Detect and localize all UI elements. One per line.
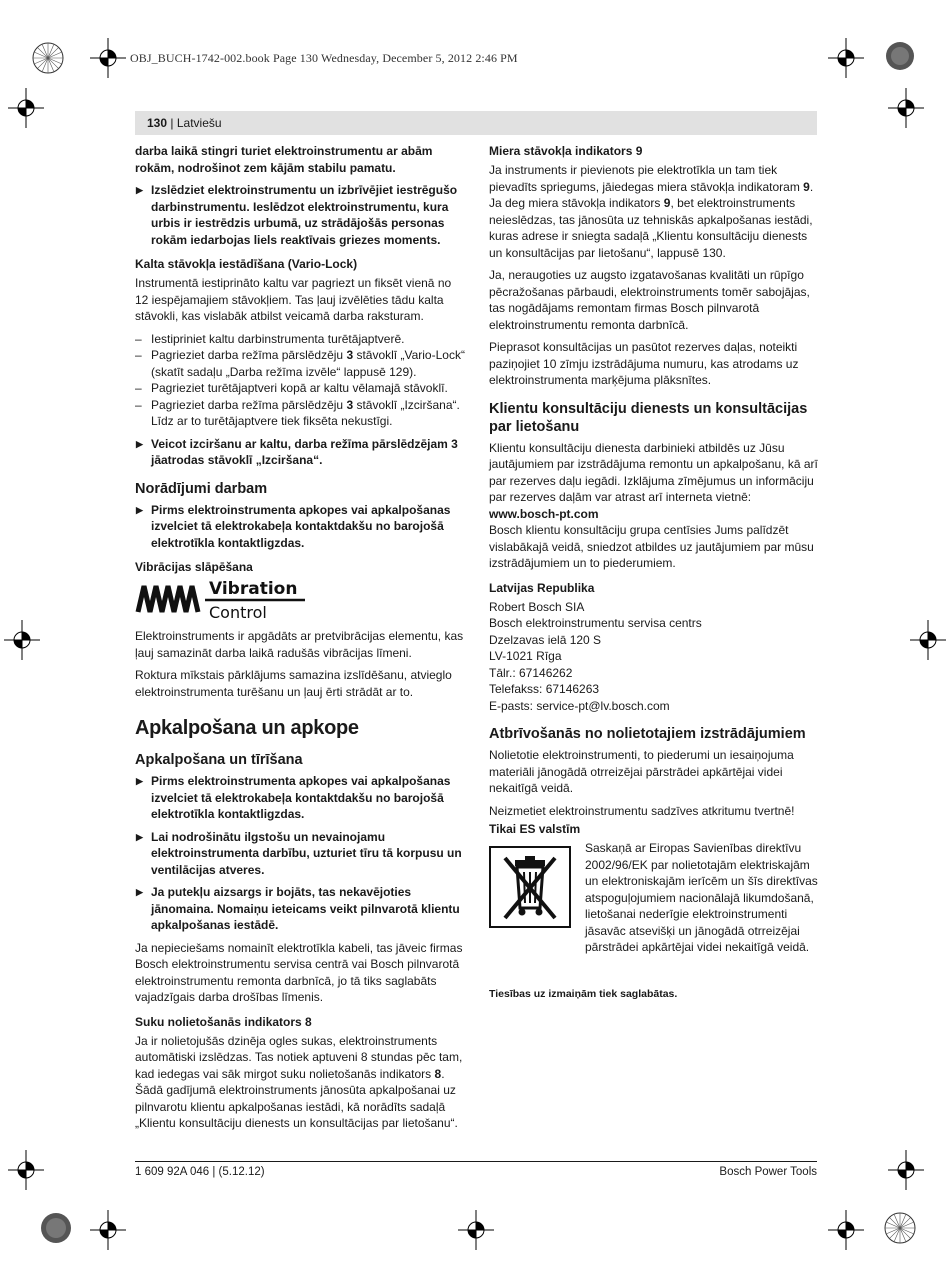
page-header-language: Latviešu [176, 116, 222, 130]
weee-directive-paragraph: Saskaņā ar Eiropas Savienības direktīvu 2002/96/EK par nolietotajām elektriskajām un elektroniskajām ierīcēm un šīs direktīvas atspoguļojumiem nacionālajā likumdošanā, lietošanai nederīgie elektroinstrumenti jāsavāc atsevišķi un jānogādā otrreizējai pārstrādei apkārtējai videi nekaitīgā veidā. [585, 841, 818, 954]
svg-text:Control: Control [209, 603, 267, 622]
address-fax: Telefakss: 67146263 [489, 682, 600, 696]
page-header-bar [135, 111, 817, 135]
crosshair-mark-lower-left-icon [8, 1150, 44, 1190]
color-target-top-right-icon [884, 40, 916, 72]
footer-brand: Bosch Power Tools [719, 1166, 817, 1178]
vario-step-4: – Pagrieziet darba režīma pārslēdzēju 3 stāvoklī „Izciršana“. Līdz ar to turētājaptvere tiek fiksēta nekustīgi. [135, 397, 465, 430]
rights-reserved-note: Tiesības uz izmaiņām tiek saglabātas. [489, 988, 678, 1000]
crosshair-mark-middle-right-icon [910, 620, 946, 660]
weee-block [489, 840, 819, 972]
service-address [489, 599, 819, 715]
address-phone: Tālr.: 67146262 [489, 665, 573, 680]
country-heading: Latvijas Republika [489, 580, 595, 595]
vario-lock-heading: Kalta stāvokļa iestādīšana (Vario-Lock) [135, 257, 358, 271]
service-heading: Klientu konsultāciju dienests un konsultācijas par lietošanu [489, 400, 808, 435]
cable-paragraph: Ja nepieciešams nomainīt elektrotīkla kabeli, tas jāveic firmas Bosch elektroinstrumentu servisa centrā vai Bosch pilnvarotā elektroinstrumentu remonta darbnīcā, jo tā tiks saglabāts vajadzīgais darba drošības līmenis. [135, 940, 463, 1004]
crosshair-mark-top-right-icon [828, 38, 864, 78]
brush-indicator-paragraph: Ja ir nolietojušās dzinēja ogles sukas, elektroinstruments automātiski izslēdzas. Tas notiek aptuveni 8 stundas pēc tam, kad iedegas vai sāk mirgot suku nolietošanās indikators 8. Šādā gadījumā elektroinstruments jānosūta apkalpošanai uz pilnvarotu klientu apkalpošanas iestādi, kā norādīts sadaļā „Klientu konsultāciju dienests un konsultācijas par lietošanu“. [135, 1033, 463, 1130]
address-line: Dzelzavas ielā 120 S [489, 632, 602, 647]
standby-indicator-paragraph: Ja instruments ir pievienots pie elektrotīkla un tam tiek pievadīts spriegums, jāiedegas miera stāvokļa indikatoram 9. Ja deg miera stāvokļa indikators 9, bet elektroinstruments neieslēdzas, tas jānosūta uz tehniskās apkalpošanas iestādi, kuras adrese ir sniegta sadaļā „Klientu konsultāciju dienests un konsultācijas par lietošanu“, lappusē 130. [489, 163, 814, 260]
switch-off-warning: ▶ Izslēdziet elektroinstrumentu un izbrīvējiet iestrēgušo darbinstrumentu. Ieslēdzot elektroinstrumentu, kura urbis ir iestrēdzis urbumā, uz strādājošās personas rokām iedarbojas liels reaktīvais griezes moments. [135, 182, 465, 248]
eu-only-heading: Tikai ES valstīm [489, 822, 581, 836]
disposal-paragraph-2: Neizmetiet elektroinstrumentu sadzīves atkritumu tvertnē! [489, 803, 795, 818]
footer-document-number: 1 609 92A 046 | (5.12.12) [135, 1166, 265, 1178]
disposal-heading: Atbrīvošanās no nolietotajiem izstrādājumiem [489, 726, 806, 742]
vario-lock-paragraph: Instrumentā iestiprināto kaltu var pagriezt un fiksēt vienā no 12 iespējamajiem stāvokļiem. Tas ļauj izvēlēties tādu kalta stāvokli, kas vislabāk atbilst veicamā darba raksturam. [135, 276, 452, 323]
work-notes-heading: Norādījumi darbam [135, 480, 268, 497]
unplug-warning-2: ▶ Pirms elektroinstrumenta apkopes vai apkalpošanas izvelciet tā elektrokabeļa kontaktdakšu no barojošā elektrotīkla kontaktligzdas. [135, 773, 465, 823]
crosshair-mark-bottom-left-icon [90, 1210, 126, 1250]
disposal-paragraph-1: Nolietotie elektroinstrumenti, to piederumi un iesaiņojuma materiāli jānogādā otrreizējai pārstrādei apkārtējai videi nekaitīgā veidā. [489, 748, 794, 795]
quality-paragraph: Ja, neraugoties uz augsto izgatavošanas kvalitāti un rūpīgo pēcražošanas pārbaudi, elektroinstruments tomēr sabojājas, tas nogādājams remontam firmas Bosch pilnvarotā elektroinstrumentu remonta darbnīcā. [489, 268, 810, 332]
page-header-separator: | [170, 116, 174, 130]
page-number: 130 [147, 116, 168, 130]
crosshair-mark-upper-right-icon [888, 88, 924, 128]
vario-lock-steps [135, 331, 465, 430]
vibration-paragraph-1: Elektroinstruments ir apgādāts ar pretvibrācijas elementu, kas ļauj samazināt darba laikā radušās vibrācijas līmeni. [135, 629, 464, 660]
standby-indicator-heading: Miera stāvokļa indikators 9 [489, 144, 643, 158]
footer-rule [135, 1161, 817, 1162]
vibration-heading: Vibrācijas slāpēšana [135, 560, 253, 574]
vario-step-3: – Pagrieziet turētājaptveri kopā ar kaltu vēlamajā stāvoklī. [135, 380, 465, 397]
unplug-warning-1: ▶ Pirms elektroinstrumenta apkopes vai apkalpošanas izvelciet tā elektrokabeļa kontaktdakšu no barojošā elektrotīkla kontaktligzdas. [135, 502, 465, 552]
right-column [489, 143, 819, 1003]
crosshair-mark-lower-right-icon [888, 1150, 924, 1190]
service-paragraph-2: Bosch klientu konsultāciju grupa centīsies Jums palīdzēt vislabākajā veidā, sniedzot atbildes uz jautājumiem par mūsu izstrādājumiem un to piederumiem. [489, 523, 814, 570]
brush-indicator-heading: Suku nolietošanās indikators 8 [135, 1014, 312, 1029]
vibration-control-logo-icon [135, 578, 307, 622]
address-email[interactable]: E-pasts: service-pt@lv.bosch.com [489, 698, 670, 713]
address-line: Robert Bosch SIA [489, 599, 585, 614]
vibration-paragraph-2: Roktura mīkstais pārklājums samazina izslīdēšanu, atvieglo elektroinstrumenta turēšanu un ļauj ērti strādāt ar to. [135, 668, 452, 699]
registration-mark-top-left-icon [28, 38, 68, 78]
crosshair-mark-middle-left-icon [4, 620, 40, 660]
address-line: Bosch elektroinstrumentu servisa centrs [489, 616, 702, 630]
crossed-out-bin-icon [489, 846, 571, 928]
registration-mark-bottom-right-icon [880, 1208, 920, 1248]
vario-step-1: – Iestipriniet kaltu darbinstrumenta turētājaptverē. [135, 331, 465, 348]
crosshair-mark-bottom-right-icon [828, 1210, 864, 1250]
website-link[interactable]: www.bosch-pt.com [489, 506, 599, 521]
crosshair-mark-bottom-center-icon [458, 1210, 494, 1250]
cleaning-heading: Apkalpošana un tīrīšana [135, 752, 303, 768]
svg-text:Vibration: Vibration [209, 579, 298, 599]
address-line: LV-1021 Rīga [489, 649, 562, 663]
print-job-header: OBJ_BUCH-1742-002.book Page 130 Wednesday, December 5, 2012 2:46 PM [130, 51, 518, 65]
spare-parts-paragraph: Pieprasot konsultācijas un pasūtot rezerves daļas, noteikti paziņojiet 10 zīmju izstrādājuma numuru, kas atrodams uz elektroinstrumenta marķējuma plāksnītes. [489, 340, 799, 387]
service-paragraph-1: Klientu konsultāciju dienesta darbinieki atbildēs uz Jūsu jautājumiem par izstrādājuma remontu un apkalpošanu, kā arī par rezerves daļu iegādi. Izklājuma zīmējumus un informāciju par rezerves daļām var atrast arī interneta vietnē: [489, 440, 818, 504]
vario-step-2: – Pagrieziet darba režīma pārslēdzēju 3 stāvoklī „Vario-Lock“ (skatīt sadaļu „Darba režīma izvēle“ lappusē 129). [135, 347, 465, 380]
chisel-warning: ▶ Veicot izciršanu ar kaltu, darba režīma pārslēdzējam 3 jāatrodas stāvoklī „Izciršana“. [135, 436, 465, 469]
dust-guard-warning: ▶ Ja putekļu aizsargs ir bojāts, tas nekavējoties jānomaina. Nomaiņu ieteicams veikt pilnvarotā klientu apkalpošanas iestādē. [135, 884, 465, 934]
crosshair-mark-upper-left-icon [8, 88, 44, 128]
left-column [135, 143, 465, 1138]
intro-paragraph: darba laikā stingri turiet elektroinstrumentu ar abām rokām, nodrošinot zem kājām stabilu pamatu. [135, 144, 433, 175]
maintenance-heading: Apkalpošana un apkope [135, 717, 359, 739]
color-target-bottom-left-icon [38, 1210, 74, 1246]
crosshair-mark-top-icon [90, 38, 126, 78]
clean-vents-warning: ▶ Lai nodrošinātu ilgstošu un nevainojamu elektroinstrumenta darbību, uzturiet tīru tā korpusu un ventilācijas atveres. [135, 829, 465, 879]
